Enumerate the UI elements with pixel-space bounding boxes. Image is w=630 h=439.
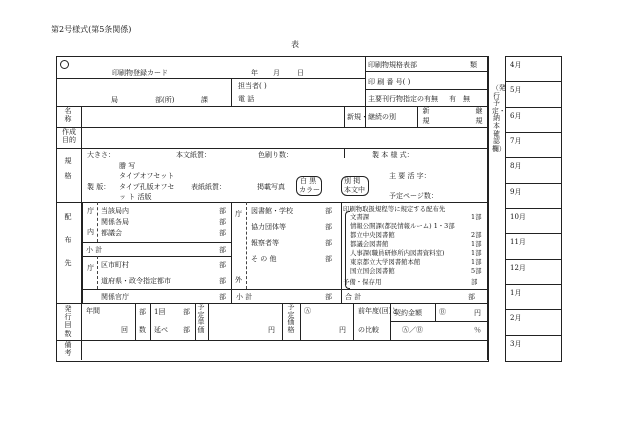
month-label: 1月 bbox=[510, 289, 522, 297]
handling-2: 都立中央図書館 bbox=[350, 231, 395, 239]
dist-mid-0: 図書館・学校 bbox=[251, 207, 293, 215]
month-divider bbox=[505, 259, 561, 260]
month-label: 2月 bbox=[510, 314, 522, 322]
month-divider bbox=[505, 81, 561, 82]
contract-yen: 円 bbox=[474, 309, 481, 317]
month-divider bbox=[505, 157, 561, 158]
side-note: （発行予定・納本確認欄） bbox=[492, 84, 506, 153]
method-prefix: 製 版： bbox=[87, 183, 111, 191]
issue-copies-b: 部 bbox=[183, 308, 190, 316]
prefix-outer2: 外 bbox=[235, 276, 242, 284]
size-label: 大きさ： bbox=[87, 151, 115, 159]
handling-6-count: 5部 bbox=[471, 267, 482, 275]
handling-0-count: 1部 bbox=[471, 213, 482, 221]
planned-pages: 予定ページ数： bbox=[389, 192, 438, 200]
photo-color: カラー bbox=[299, 186, 320, 194]
main-pub-yes: 有 bbox=[449, 95, 456, 103]
month-label: 3月 bbox=[510, 340, 522, 348]
form-number: 第2号様式(第5条関係) bbox=[51, 25, 132, 34]
planned-price-mark: Ⓐ bbox=[304, 307, 311, 315]
method-3: タイプ孔版オフセ bbox=[119, 183, 175, 191]
dist-left-6-unit: 部 bbox=[219, 293, 226, 301]
dist-left-0-unit: 部 bbox=[219, 207, 226, 215]
dist-left-2: 都議会 bbox=[101, 229, 122, 237]
issue-copies-a: 部 bbox=[139, 308, 146, 316]
dist-mid-0-unit: 部 bbox=[325, 207, 332, 215]
main-pub-no: 無 bbox=[463, 95, 470, 103]
handling-0: 文書課 bbox=[350, 213, 370, 221]
date-day: 日 bbox=[297, 69, 304, 77]
spec-kind: 類 bbox=[470, 61, 477, 69]
book-style: 製 本 様 式： bbox=[372, 151, 414, 159]
registration-circle-icon bbox=[60, 60, 69, 69]
month-label: 9月 bbox=[510, 188, 522, 196]
dist-left-3: 小 計 bbox=[86, 246, 103, 254]
subtotal-unit: 部 bbox=[325, 293, 332, 301]
dist-mid-2-unit: 部 bbox=[325, 239, 332, 247]
month-label: 8月 bbox=[510, 162, 522, 170]
month-label: 11月 bbox=[510, 238, 526, 246]
print-number: 印 刷 番 号( ) bbox=[368, 78, 411, 86]
dist-left-4-unit: 部 bbox=[219, 261, 226, 269]
handling-3-count: 1部 bbox=[471, 240, 482, 248]
handling-1: 情報公開課(都民情報ルーム) 1・3部 bbox=[350, 222, 455, 230]
issue-per: 数 bbox=[139, 326, 146, 334]
prefix-inner2: 内 bbox=[87, 228, 94, 236]
month-label: 12月 bbox=[510, 264, 526, 272]
method-4: ッ ト 活版 bbox=[119, 193, 152, 201]
handling-4: 人事課(職員研修所内図書資料室) bbox=[350, 249, 445, 257]
prefix-outer: 庁 bbox=[87, 264, 94, 272]
issue-copies-c: 部 bbox=[183, 326, 190, 334]
label-purpose: 作成目的 bbox=[62, 128, 76, 145]
dist-left-5-unit: 部 bbox=[219, 277, 226, 285]
total-label: 合 計 bbox=[345, 293, 362, 301]
subtotal-label: 小 計 bbox=[236, 293, 253, 301]
month-label: 10月 bbox=[510, 213, 526, 221]
contract-label: 契約金額 bbox=[394, 309, 422, 317]
handling-5: 東京都立大学図書館本館 bbox=[350, 258, 421, 266]
dist-left-5: 道府県・政令指定都市 bbox=[101, 277, 171, 285]
dist-mid-2: 報察者等 bbox=[251, 239, 279, 247]
month-divider bbox=[505, 309, 561, 310]
month-divider bbox=[505, 107, 561, 108]
handling-5-count: 1部 bbox=[471, 258, 482, 266]
planned-price-yen: 円 bbox=[339, 326, 346, 334]
date-year: 年 bbox=[251, 69, 258, 77]
dept-division: 部(所) bbox=[155, 96, 175, 104]
photo-separate: 別 掲 bbox=[344, 177, 361, 185]
new-continue-label: 新規・継続の別 bbox=[347, 113, 396, 121]
handling-heading: 印刷物取扱規程等に規定する配布先 bbox=[343, 205, 446, 213]
cont-label: 継規 bbox=[475, 107, 483, 125]
month-divider bbox=[505, 208, 561, 209]
cover-paper: 表紙紙質： bbox=[191, 183, 226, 191]
dist-mid-1-unit: 部 bbox=[325, 223, 332, 231]
handling-7: 予備・保存用 bbox=[343, 278, 382, 286]
month-divider bbox=[505, 183, 561, 184]
handling-2-count: 2部 bbox=[471, 231, 482, 239]
method-2: タイプオフセット bbox=[119, 172, 175, 180]
dept-section: 課 bbox=[201, 96, 208, 104]
month-label: 5月 bbox=[510, 86, 522, 94]
unit-price-yen: 円 bbox=[268, 326, 275, 334]
month-divider bbox=[505, 233, 561, 234]
dist-left-4: 区市町村 bbox=[101, 261, 129, 269]
contract-mark: Ⓑ bbox=[439, 308, 446, 316]
issue-annual: 年間 bbox=[86, 307, 100, 315]
prev-year: 前年度(回)と bbox=[358, 307, 399, 315]
contact-person: 担当者( ) bbox=[238, 82, 267, 90]
dist-left-1: 関係各局 bbox=[101, 218, 129, 226]
date-month: 月 bbox=[273, 69, 280, 77]
method-1: 謄 写 bbox=[119, 162, 136, 170]
handling-4-count: 1部 bbox=[471, 249, 482, 257]
prefix-outer-mid: 庁 bbox=[235, 210, 242, 218]
front-label: 表 bbox=[291, 40, 299, 49]
dist-mid-3: そ の 他 bbox=[251, 255, 277, 263]
label-remarks: 備考 bbox=[64, 341, 72, 358]
label-spec: 規格 bbox=[64, 157, 72, 180]
new-label: 新規 bbox=[422, 107, 430, 125]
month-divider bbox=[505, 284, 561, 285]
comparison: の比較 bbox=[358, 326, 379, 334]
month-divider bbox=[505, 132, 561, 133]
issue-per-issue: 1回 bbox=[154, 308, 166, 316]
ratio-label: Ⓐ／Ⓑ bbox=[402, 326, 423, 334]
total-unit: 部 bbox=[468, 293, 475, 301]
dist-mid-1: 協力団体等 bbox=[251, 223, 286, 231]
month-label: 6月 bbox=[510, 112, 522, 120]
photo-in-text: 本文中 bbox=[344, 186, 365, 194]
photo-bw: 白 黒 bbox=[300, 177, 317, 185]
color-count: 色刷り数： bbox=[258, 151, 293, 159]
ratio-percent: ％ bbox=[474, 326, 481, 334]
dist-left-2-unit: 部 bbox=[219, 229, 226, 237]
photos-label: 掲載写真 bbox=[257, 183, 285, 191]
label-issue-count: 発行回数 bbox=[64, 305, 72, 338]
dist-left-6: 関係官庁 bbox=[101, 293, 129, 301]
prefix-inner: 庁 bbox=[87, 207, 94, 215]
registration-card-title: 印刷物登録カード bbox=[112, 69, 168, 77]
main-font: 主 要 活 字： bbox=[389, 172, 431, 180]
dist-left-1-unit: 部 bbox=[219, 218, 226, 226]
label-name: 名称 bbox=[64, 107, 72, 124]
handling-3: 都議会図書館 bbox=[350, 240, 389, 248]
issue-times: 回 bbox=[121, 326, 128, 334]
main-publication: 主要刊行物指定の有無 bbox=[368, 95, 438, 103]
dist-left-0: 当該局内 bbox=[101, 207, 129, 215]
body-paper: 本文紙質： bbox=[176, 151, 211, 159]
label-distribution: 配布先 bbox=[64, 213, 72, 267]
dist-mid-3-unit: 部 bbox=[325, 255, 332, 263]
unit-price-label: 予定単価 bbox=[197, 303, 205, 334]
dist-left-3-unit: 部 bbox=[219, 246, 226, 254]
month-label: 4月 bbox=[510, 61, 522, 69]
contact-phone: 電 話 bbox=[238, 95, 255, 103]
dept-bureau: 局 bbox=[111, 96, 118, 104]
month-label: 7月 bbox=[510, 137, 522, 145]
handling-7-count: 部 bbox=[471, 278, 478, 286]
spec-heading: 印刷物規格表部 bbox=[368, 61, 417, 69]
issue-cumulative: 延べ bbox=[154, 326, 168, 334]
month-divider bbox=[505, 335, 561, 336]
handling-6: 国立国会図書館 bbox=[350, 267, 395, 275]
planned-price-label: 予定価格 bbox=[287, 303, 295, 334]
